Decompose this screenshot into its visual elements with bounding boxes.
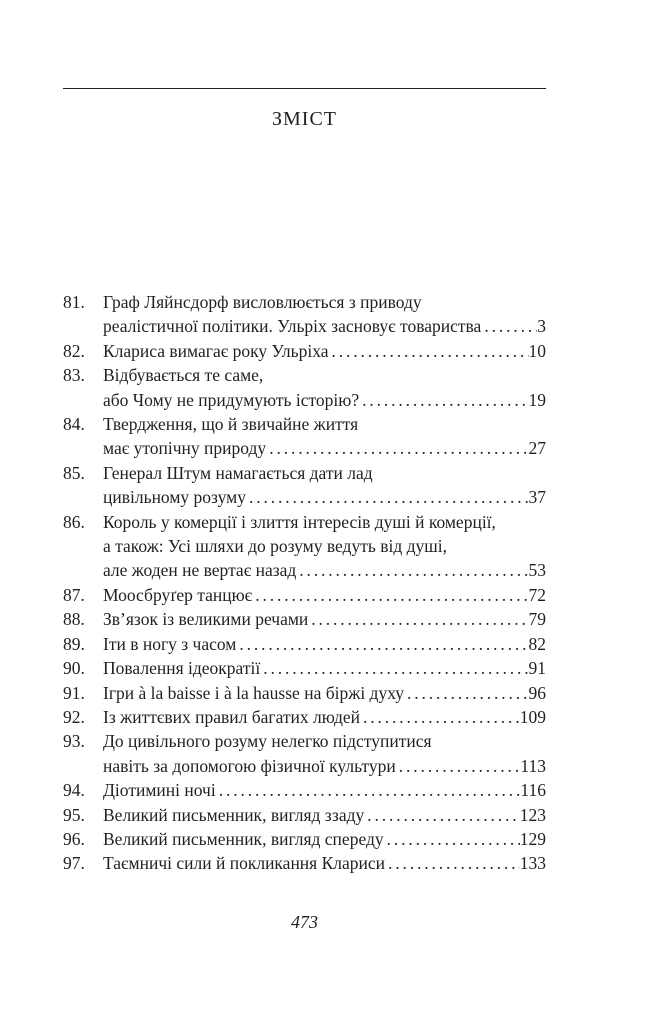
toc-entry[interactable] [63,729,546,778]
dot-leader [384,827,520,851]
chapter-title-line: Іти в ногу з часом [103,633,237,654]
toc-entry[interactable] [63,778,546,802]
toc-entry[interactable] [63,412,546,461]
chapter-title-line: Відбувається те саме, [103,365,264,386]
chapter-title-line: Ігри à la baisse і à la hausse на біржі духу [103,682,405,703]
chapter-title-line: реалістичної політики. Ульріх засновує товариства [103,316,482,337]
toc-entry[interactable] [63,632,546,656]
toc-entry[interactable] [63,339,546,363]
chapter-title [103,607,546,631]
chapter-title [103,510,546,583]
dot-leader [266,436,528,460]
dot-leader [246,485,529,509]
chapter-title-last-line [103,436,546,460]
page-reference: 116 [520,780,546,801]
chapter-title-last-line [103,339,546,363]
dot-leader [404,681,528,705]
chapter-title [103,705,546,729]
toc-entry[interactable] [63,827,546,851]
page-reference: 82 [528,633,546,654]
page-reference: 53 [528,560,546,581]
toc-entry[interactable] [63,510,546,583]
dot-leader [396,754,521,778]
chapter-title [103,461,546,510]
toc-entry[interactable] [63,656,546,680]
chapter-title-last-line [103,607,546,631]
chapter-title [103,827,546,851]
toc-entry[interactable] [63,461,546,510]
chapter-number: 84. [63,414,85,435]
toc-entry[interactable] [63,803,546,827]
chapter-title-last-line [103,485,546,509]
page-reference: 91 [528,658,546,679]
dot-leader [296,558,528,582]
chapter-number: 91. [63,682,85,703]
chapter-title-last-line [103,681,546,705]
chapter-title-last-line [103,803,546,827]
toc-entry[interactable] [63,681,546,705]
page-reference: 133 [519,853,546,874]
chapter-title [103,803,546,827]
chapter-number: 88. [63,609,85,630]
chapter-title-line: Діотимині ночі [103,780,216,801]
chapter-title-line: Таємничі сили й покликання Клариси [103,853,386,874]
chapter-title-last-line [103,314,546,338]
page-reference: 37 [528,487,546,508]
chapter-title-last-line [103,632,546,656]
chapter-title-line: Великий письменник, вигляд ззаду [103,804,365,825]
page-reference: 123 [519,804,546,825]
chapter-title-last-line [103,851,546,875]
chapter-title-last-line [103,827,546,851]
dot-leader [360,705,520,729]
chapter-title [103,583,546,607]
toc-entry[interactable] [63,290,546,339]
chapter-number: 92. [63,706,85,727]
chapter-title-last-line [103,705,546,729]
dot-leader [329,339,529,363]
dot-leader [260,656,528,680]
chapter-title-line: або Чому не придумують історію? [103,389,360,410]
toc-entry[interactable] [63,583,546,607]
toc-entry[interactable] [63,363,546,412]
chapter-title-line: Із життєвих правил багатих людей [103,706,361,727]
chapter-number: 85. [63,462,85,483]
chapter-title [103,412,546,461]
chapter-title [103,851,546,875]
chapter-title-last-line [103,583,546,607]
chapter-title [103,632,546,656]
dot-leader [364,803,519,827]
chapter-title-last-line [103,778,546,802]
chapter-title-line: а також: Усі шляхи до розуму ведуть від душі, [103,536,447,557]
chapter-title [103,656,546,680]
page-reference: 96 [528,682,546,703]
page-reference: 72 [528,584,546,605]
chapter-title [103,363,546,412]
chapter-number: 90. [63,658,85,679]
chapter-title-line: має утопічну природу [103,438,267,459]
page-reference: 79 [528,609,546,630]
page-title: ЗМІСТ [271,108,338,130]
chapter-title [103,778,546,802]
chapter-title-line: Клариса вимагає року Ульріха [103,340,329,361]
toc-entry[interactable] [63,851,546,875]
chapter-number: 83. [63,365,85,386]
chapter-title-last-line [103,558,546,582]
chapter-number: 89. [63,633,85,654]
chapter-title-line: але жоден не вертає назад [103,560,297,581]
toc-entry[interactable] [63,607,546,631]
chapter-title [103,681,546,705]
page-reference: 109 [519,706,546,727]
chapter-title-line: Генерал Штум намагається дати лад [103,462,373,483]
dot-leader [216,778,521,802]
header-rule [63,88,546,89]
page-reference: 3 [537,316,546,337]
chapter-title-line: Повалення ідеократії [103,658,261,679]
chapter-title-last-line [103,656,546,680]
chapter-number: 96. [63,828,85,849]
chapter-title-line: Твердження, що й звичайне життя [103,414,359,435]
chapter-title [103,290,546,339]
chapter-title-line: Моосбруґер танцює [103,584,253,605]
chapter-number: 97. [63,853,85,874]
chapter-title-last-line [103,754,546,778]
chapter-number: 94. [63,780,85,801]
chapter-title-line: Граф Ляйнсдорф висловлюється з приводу [103,292,422,312]
page-reference: 27 [528,438,546,459]
dot-leader [252,583,528,607]
chapter-number: 81. [63,292,85,312]
page-reference: 19 [528,389,546,410]
dot-leader [385,851,520,875]
chapter-title [103,729,546,778]
chapter-title-line: Зв’язок із великими речами [103,609,309,630]
dot-leader [359,388,528,412]
page-reference: 113 [520,755,546,776]
chapter-title-line: Великий письменник, вигляд спереду [103,828,384,849]
chapter-number: 82. [63,340,85,361]
chapter-title-line: Король у комерції і злиття інтересів душі й комерції, [103,511,496,532]
table-of-contents [63,290,546,876]
dot-leader [236,632,528,656]
dot-leader [481,314,537,338]
chapter-title-line: навіть за допомогою фізичної культури [103,755,396,776]
chapter-title-line: цивільному розуму [103,487,246,508]
dot-leader [308,607,528,631]
chapter-number: 93. [63,731,85,752]
chapter-title-last-line [103,388,546,412]
page-reference: 129 [519,828,546,849]
chapter-title-line: До цивільного розуму нелегко підступитися [103,731,432,752]
toc-entry[interactable] [63,705,546,729]
chapter-number: 86. [63,511,85,532]
chapter-number: 95. [63,804,85,825]
chapter-number: 87. [63,584,85,605]
page-reference: 10 [528,340,546,361]
chapter-title [103,339,546,363]
page-number: 473 [291,912,318,932]
